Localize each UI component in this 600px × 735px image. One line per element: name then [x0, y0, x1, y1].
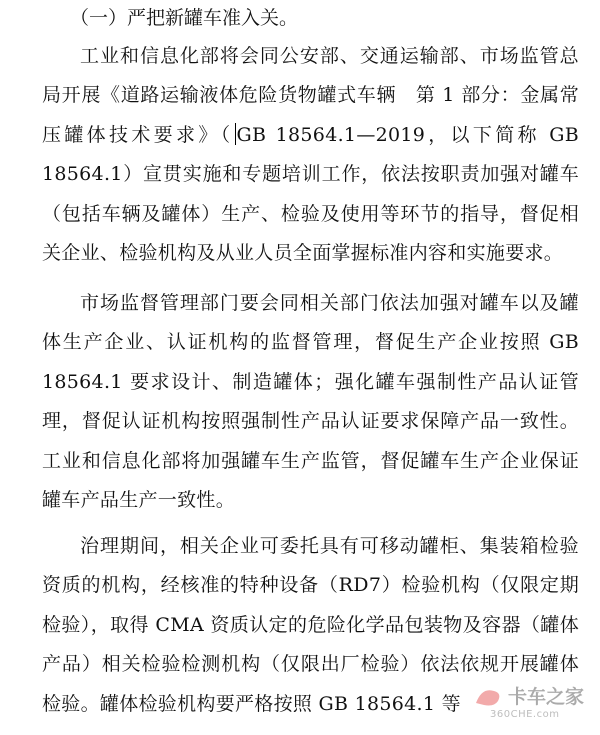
paragraph-2: 市场监督管理部门要会同相关部门依法加强对罐车以及罐体生产企业、认证机构的监督管理，督促生产企业按照 GB 18564.1 要求设计、制造罐体；强化罐车强制性产品认证管理，督促认证机构按照强制性产品认证要求保障产品一致性。工业和信息化部将加强罐车生产监管，督促罐车生产企业保证罐车产品生产一致性。: [42, 292, 579, 512]
text-cursor: [235, 123, 236, 145]
watermark: [472, 681, 592, 725]
watermark-logo-text: 卡车之家: [508, 686, 585, 708]
paragraph-1-part-a: 工业和信息化部将会同公安部、交通运输部、市场监管总局开展《道路运输液体危险货物罐式车辆 第 1 部分：金属常压罐体技术要求》（: [42, 45, 579, 146]
section-heading: （一）严把新罐车准入关。: [70, 7, 299, 29]
watermark-logo-icon: [472, 681, 592, 711]
paragraph-1-part-b: GB 18564.1—2019，以下简称 GB 18564.1）宣贯实施和专题培训工作，依法按职责加强对罐车（包括车辆及罐体）生产、检验及使用等环节的指导，督促相关企业、检验机构及从业人员全面掌握标准内容和实施要求。: [42, 123, 580, 265]
paragraph-3: 治理期间，相关企业可委托具有可移动罐柜、集装箱检验资质的机构，经核准的特种设备（RD7）检验机构（仅限定期检验），取得 CMA 资质认定的危险化学品包装物及容器（罐体产品）相关检验检测机构（仅限出厂检验）依法依规开展罐体检验。罐体检验机构要严格按照 GB 18564.1 等: [42, 535, 579, 715]
paragraph-1: [42, 37, 579, 273]
watermark-url: 360CHE.com: [490, 709, 560, 720]
